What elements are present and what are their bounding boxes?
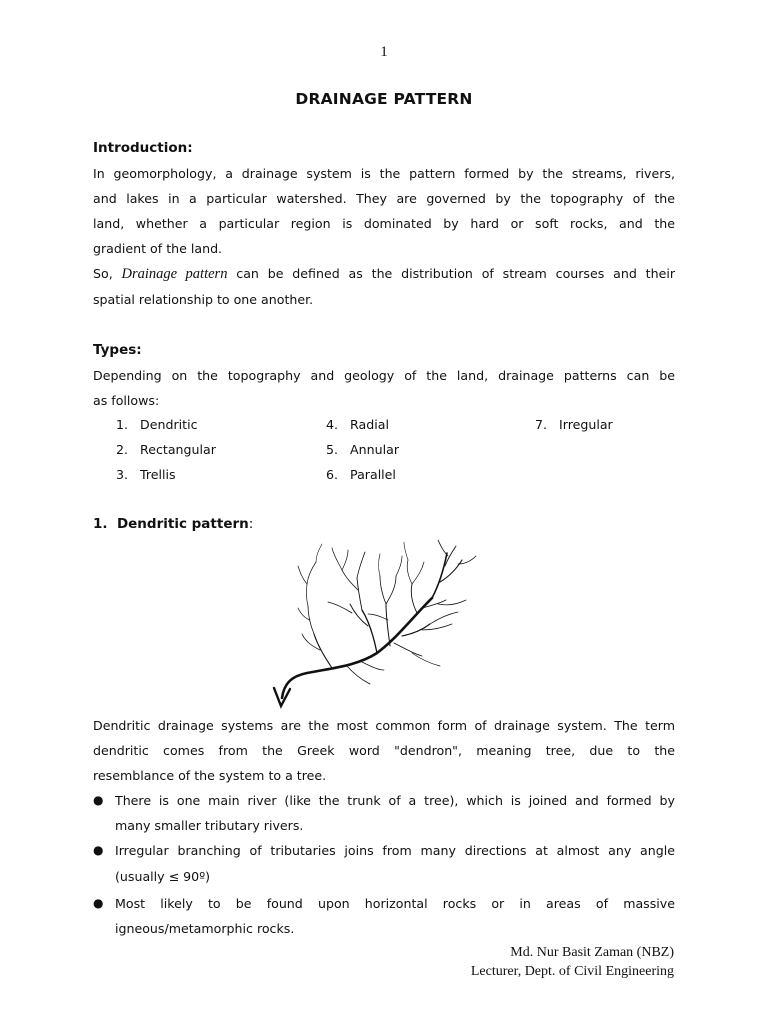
dendritic-bullets [93,788,675,941]
introduction-heading: Introduction: [93,140,193,156]
dendritic-description [93,713,675,788]
type-item: 4. Radial [326,417,389,432]
dendritic-section-title: 1. Dendritic pattern: [93,516,254,532]
types-section [93,338,675,413]
intro-line-2: and lakes in a particular watershed. They are governed by the topography of the [93,191,675,206]
type-item: 7. Irregular [535,417,613,432]
intro-line-4: gradient of the land. [93,241,223,256]
bullet-dot-icon: ● [93,793,104,807]
definition-term: Drainage pattern [121,266,228,282]
introduction-section [93,136,675,312]
intro-line-1: In geomorphology, a drainage system is the pattern formed by the streams, rivers, [93,166,675,181]
type-item: 2. Rectangular [116,442,216,457]
definition-prefix: So, [93,266,122,281]
page-footer [471,943,674,981]
type-item: 3. Trellis [116,467,176,482]
definition-text: can be defined as the distribution of stream courses and their [227,266,675,281]
dendritic-pattern-figure [262,538,482,718]
bullet-dot-icon: ● [93,843,104,857]
type-item: 5. Annular [326,442,400,457]
types-intro-line-2: as follows: [93,393,160,408]
dendritic-desc-line-3: resemblance of the system to a tree. [93,768,327,783]
definition-line-2: spatial relationship to one another. [93,292,314,307]
page-number: 1 [380,44,388,60]
type-item: 1. Dendritic [116,417,198,432]
types-intro-line-1: Depending on the topography and geology of the land, drainage patterns can be [93,368,675,383]
bullet-item: ● Most likely to be found upon horizontal rocks or in areas of massive igneous/metamorphic rocks. [93,891,675,941]
bullet-item: ● There is one main river (like the trunk of a tree), which is joined and formed by many smaller tributary rivers. [93,788,675,838]
bullet-item: ● Irregular branching of tributaries joins from many directions at almost any angle (usually ≤ 90º) [93,838,675,891]
definition-line-1 [93,261,675,287]
footer-position: Lecturer, Dept. of Civil Engineering [470,964,674,979]
intro-line-3: land, whether a particular region is dominated by hard or soft rocks, and the [93,216,675,231]
dendritic-desc-line-2: dendritic comes from the Greek word "dendron", meaning tree, due to the [93,743,675,758]
bullet-dot-icon: ● [93,896,104,910]
types-heading: Types: [93,342,142,358]
footer-author: Md. Nur Basit Zaman (NBZ) [510,945,674,960]
dendritic-desc-line-1: Dendritic drainage systems are the most common form of drainage system. The term [93,718,675,733]
document-title: DRAINAGE PATTERN [295,90,473,108]
type-item: 6. Parallel [326,467,396,482]
